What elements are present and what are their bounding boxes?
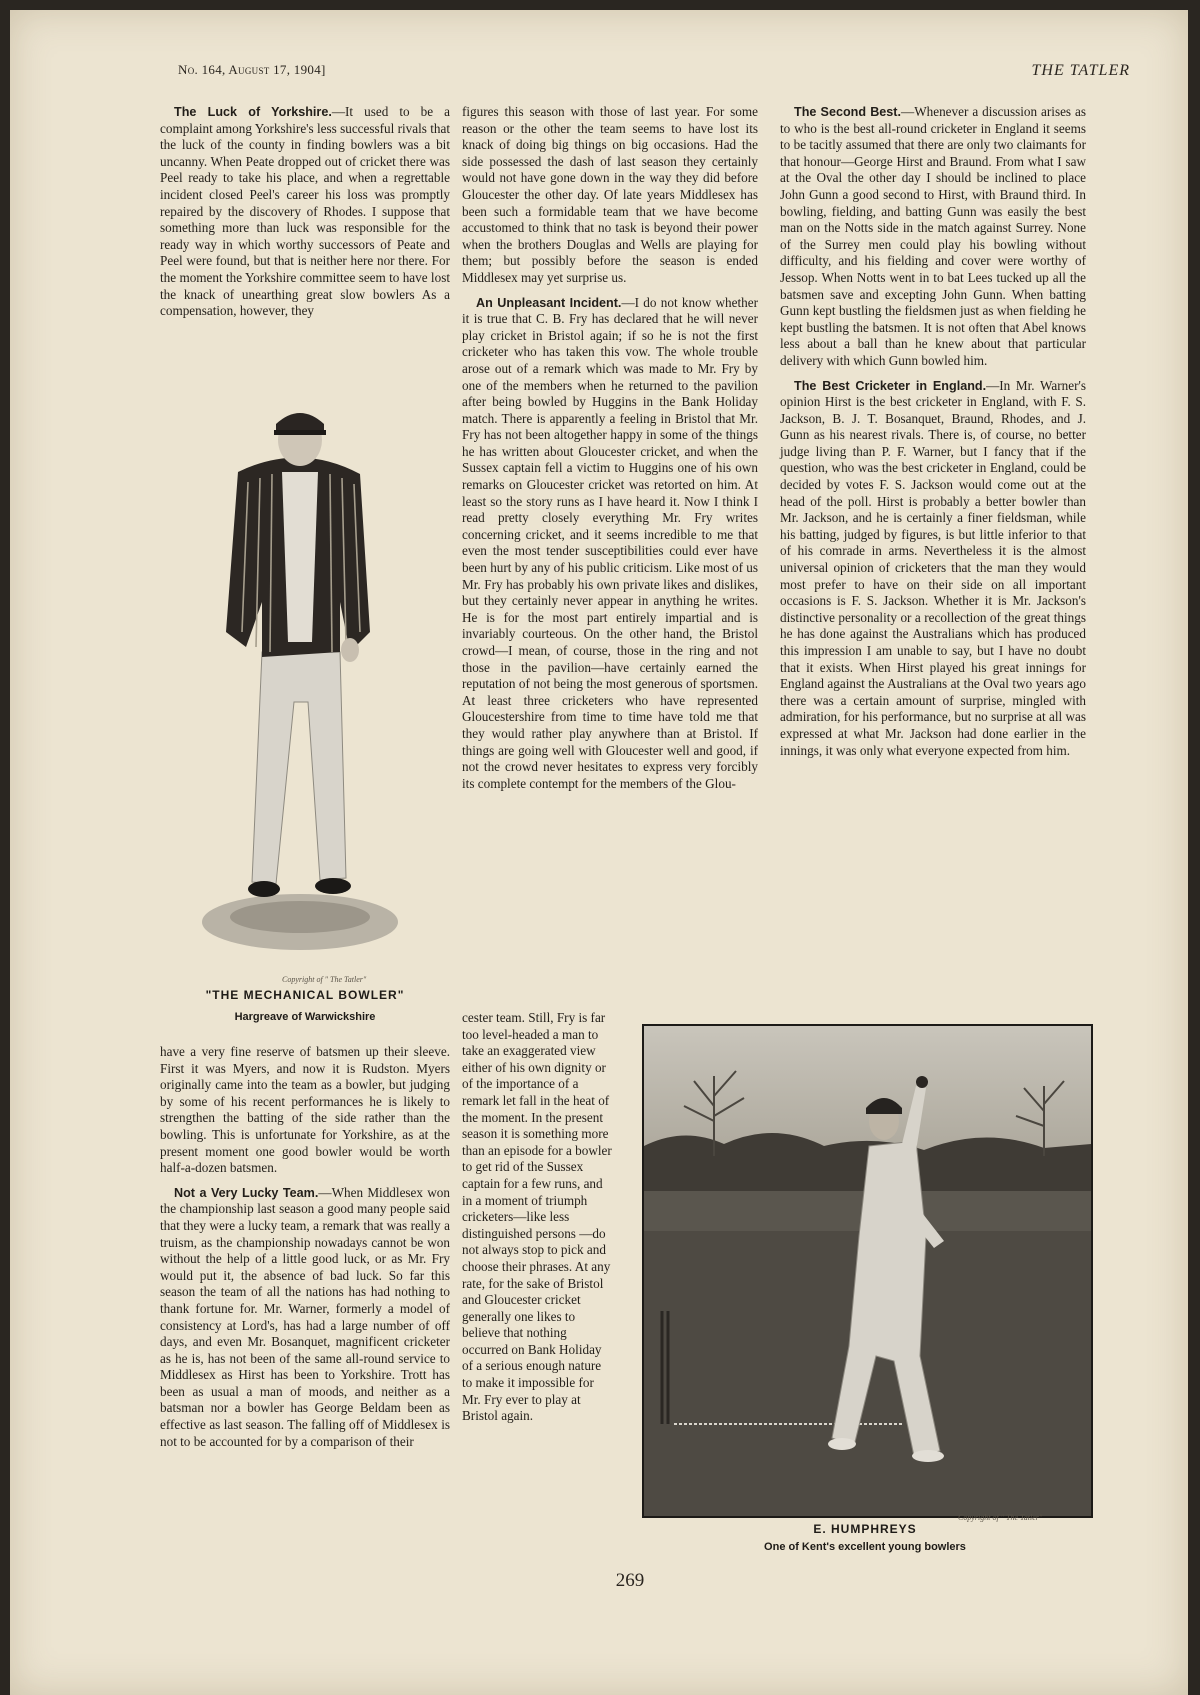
magazine-title: THE TATLER xyxy=(1031,62,1130,79)
paragraph-best-cricketer xyxy=(780,378,1086,760)
paragraph-continued xyxy=(160,1044,450,1177)
photo-mechanical-bowler xyxy=(190,402,410,967)
paragraph-heading: The Luck of Yorkshire. xyxy=(174,105,332,119)
page-number: 269 xyxy=(615,1570,645,1591)
paragraph-luck-of-yorkshire xyxy=(160,104,450,320)
figure-caption-subtitle: Hargreave of Warwickshire xyxy=(234,1011,376,1023)
photo-humphreys xyxy=(642,1024,1093,1518)
column-1-top xyxy=(160,104,450,328)
paragraph-text: figures this season with those of last year. For some reason or the other the team seems to have lost its knack of doing big things on big occasions. Had the side possessed the dash of last season they certainly would not have gone down in the way they did before Gloucester the other day. Of late years Middlesex has been such a formidable team that we have become accustomed to think that no task is beyond their power when the brothers Douglas and Wells are playing for them; but possibly before the season is ended Middlesex may yet surprise us. xyxy=(462,104,758,285)
paragraph-text: —It used to be a complaint among Yorkshire's less successful rivals that the luck of the county in finding bowlers was a bit uncanny. When Peate dropped out of cricket there was Peel ready to take his place, and when a regrettable incident closed Peel's career his loss was promptly repaired by the discovery of Rhodes. I suppose that something more than luck was responsible for the ready way in which worthy successors of Peate and Peel were found, but that is neither here nor there. For the moment the Yorkshire committee seem to have lost the knack of unearthing great slow bowlers As a compensation, however, they xyxy=(160,104,450,319)
paragraph-heading: Not a Very Lucky Team. xyxy=(174,1185,319,1200)
column-2-top xyxy=(462,104,758,800)
paragraph-text: have a very fine reserve of batsmen up their sleeve. First it was Myers, and now it is Rudston. Myers originally came into the team as a bowler, but judging by some of his recent performances he is likely to strengthen the batting of the side rather than the bowling. This is unfortunate for Yorkshire, as at the present moment one good bowler would be worth half-a-dozen batsmen. xyxy=(160,1044,450,1176)
column-2-bottom xyxy=(462,1010,614,1433)
photo-humphreys-scene xyxy=(644,1026,1091,1516)
paragraph-text: —I do not know whether it is true that C. B. Fry has declared that he will never play cricket in Bristol again; if so he is not the first cricketer who has taken this vow. The whole trouble arose out of a remark which was made to Mr. Fry by one of the members when he returned to the pavilion after being bowled by Huggins in the Bank Holiday match. There is apparently a feeling in Bristol that Mr. Fry has not been altogether happy in some of the things he has written about Gloucester cricket, and when the Sussex captain fell a victim to Huggins one of his own remarks on Gloucester cricket was retorted on him. At least so the story runs as I have heard it. Now I think I read pretty closely everything Mr. Fry writes concerning cricket, and it seems incredible to me that even the most tender susceptibilities could ever have been hurt by any of his public criticism. Like most of us Mr. Fry has probably his own private likes and dislikes, but they certainly never appear in anything he writes. He is for the most part entirely impartial and is invariably courteous. On the other hand, the Bristol crowd—I mean, of course, those in the ring and not those in the pavilion—have certainly earned the reputation of not being the most generous of sportsmen. At least three cricketers who have represented Gloucestershire from time to time have told me that they would rather play anywhere than at Bristol. If things are going well with Gloucester well and good, if not the crowd never hesitates to express very forcibly its complete contempt for the members of the Glou- xyxy=(462,294,758,791)
paragraph-unpleasant-incident xyxy=(462,295,758,793)
column-3 xyxy=(780,104,1086,767)
photo-copyright: Copyright of " The Tatler" xyxy=(958,1513,1043,1522)
figure-caption-subtitle: One of Kent's excellent young bowlers xyxy=(764,1541,966,1553)
paragraph-heading: The Second Best. xyxy=(794,105,901,119)
figure-caption-title: "THE MECHANICAL BOWLER" xyxy=(205,988,405,1002)
paragraph-heading: The Best Cricketer in England. xyxy=(794,378,987,393)
paragraph-second-best xyxy=(780,104,1086,370)
column-1-bottom xyxy=(160,1044,450,1458)
paragraph-not-a-lucky-team xyxy=(160,1185,450,1451)
issue-header: No. 164, August 17, 1904] xyxy=(178,62,326,77)
paragraph-text: —When Middlesex won the championship last season a good many people said that they were a lucky team, a remark that was really a truism, as the championship nowadays cannot be won without the help of a little good luck, or as Mr. Fry would put it, the absence of bad luck. So far this season the team of all the nations has had nothing to thank fortune for. Mr. Warner, formerly a model of consistency at Lord's, has had a large number of off days, and even Mr. Bosanquet, magnificent cricketer as he is, has not been of the same all-round service to Middlesex as Hirst has been to Yorkshire. Trott has been as usual a man of moods, and neither as a batsman nor a bowler has George Beldam been as effective as last season. The falling off of Middlesex is not to be accounted for by a comparison of their xyxy=(160,1184,450,1449)
paragraph-text: —In Mr. Warner's opinion Hirst is the best cricketer in England, with F. S. Jackson, B. J. T. Bosanquet, Braund, Rhodes, and J. Gunn as his nearest rivals. There is, of course, no better judge living than P. F. Warner, but I fancy that if the question, who was the best cricketer in England, could be decided by votes F. S. Jackson would come out at the head of the poll. Hirst is probably a better bowler than Mr. Jackson, and he is certainly a finer fieldsman, while his batting, judged by figures, is but little inferior to that of his comrade in arms. Nevertheless it is the almost universal opinion of cricketers that the man they would most prefer to have on their side on all important occasions is F. S. Jackson. Whether it is Mr. Jackson's distinctive personality or a recollection of the great things he has done against the Australians which has produced this impression I am unable to say, but I have no doubt that it exists. When Hirst played his great innings for England against the Australians at the Oval two years ago there was a certain amount of surprise, mingled with admiration, for his performance, but no surprise at all was expressed at what Mr. Jackson had done earlier in the innings, it was only what everyone expected from him. xyxy=(780,377,1087,758)
paragraph-continued xyxy=(462,104,758,287)
paragraph-continued xyxy=(462,1010,614,1425)
figure-caption-title: E. HUMPHREYS xyxy=(813,1522,917,1536)
paragraph-heading: An Unpleasant Incident. xyxy=(476,295,622,310)
paragraph-text: cester team. Still, Fry is far too level-headed a man to take an exaggerated view either of his own dignity or of the importance of a remark let fall in the heat of the moment. In the present season it is something more than an episode for a bowler to get rid of the Sussex captain for a few runs, and in a moment of triumph cricketers—like less distinguished persons —do not always stop to pick and choose their phrases. At any rate, for the sake of Bristol and Gloucester cricket generally one likes to believe that nothing occurred on Bank Holiday of a serious enough nature to make it impossible for Mr. Fry ever to play at Bristol again. xyxy=(462,1010,612,1424)
magazine-page xyxy=(10,10,1188,1695)
photo-copyright: Copyright of " The Tatler" xyxy=(282,975,367,984)
paragraph-text: —Whenever a discussion arises as to who is the best all-round cricketer in England it seems to be tacitly assumed that there are only two claimants for that honour—George Hirst and Braund. From what I saw at the Oval the other day I should be inclined to place John Gunn a good second to Hirst, with Braund third. In bowling, fielding, and batting Gunn was easily the best man on the Notts side in the match against Surrey. None of the Surrey men could play his bowling without difficulty, and his fielding and cover were worthy of Jessop. When Notts went in to bat Lees tucked up all the batsmen save and excepting John Gunn. When batting Gunn kept bustling the fieldsmen just as when fielding he kept bustling the batsmen. It is not often that Abel knows less about a ball than he knew about that particular delivery with which Gunn bowled him. xyxy=(780,104,1087,368)
